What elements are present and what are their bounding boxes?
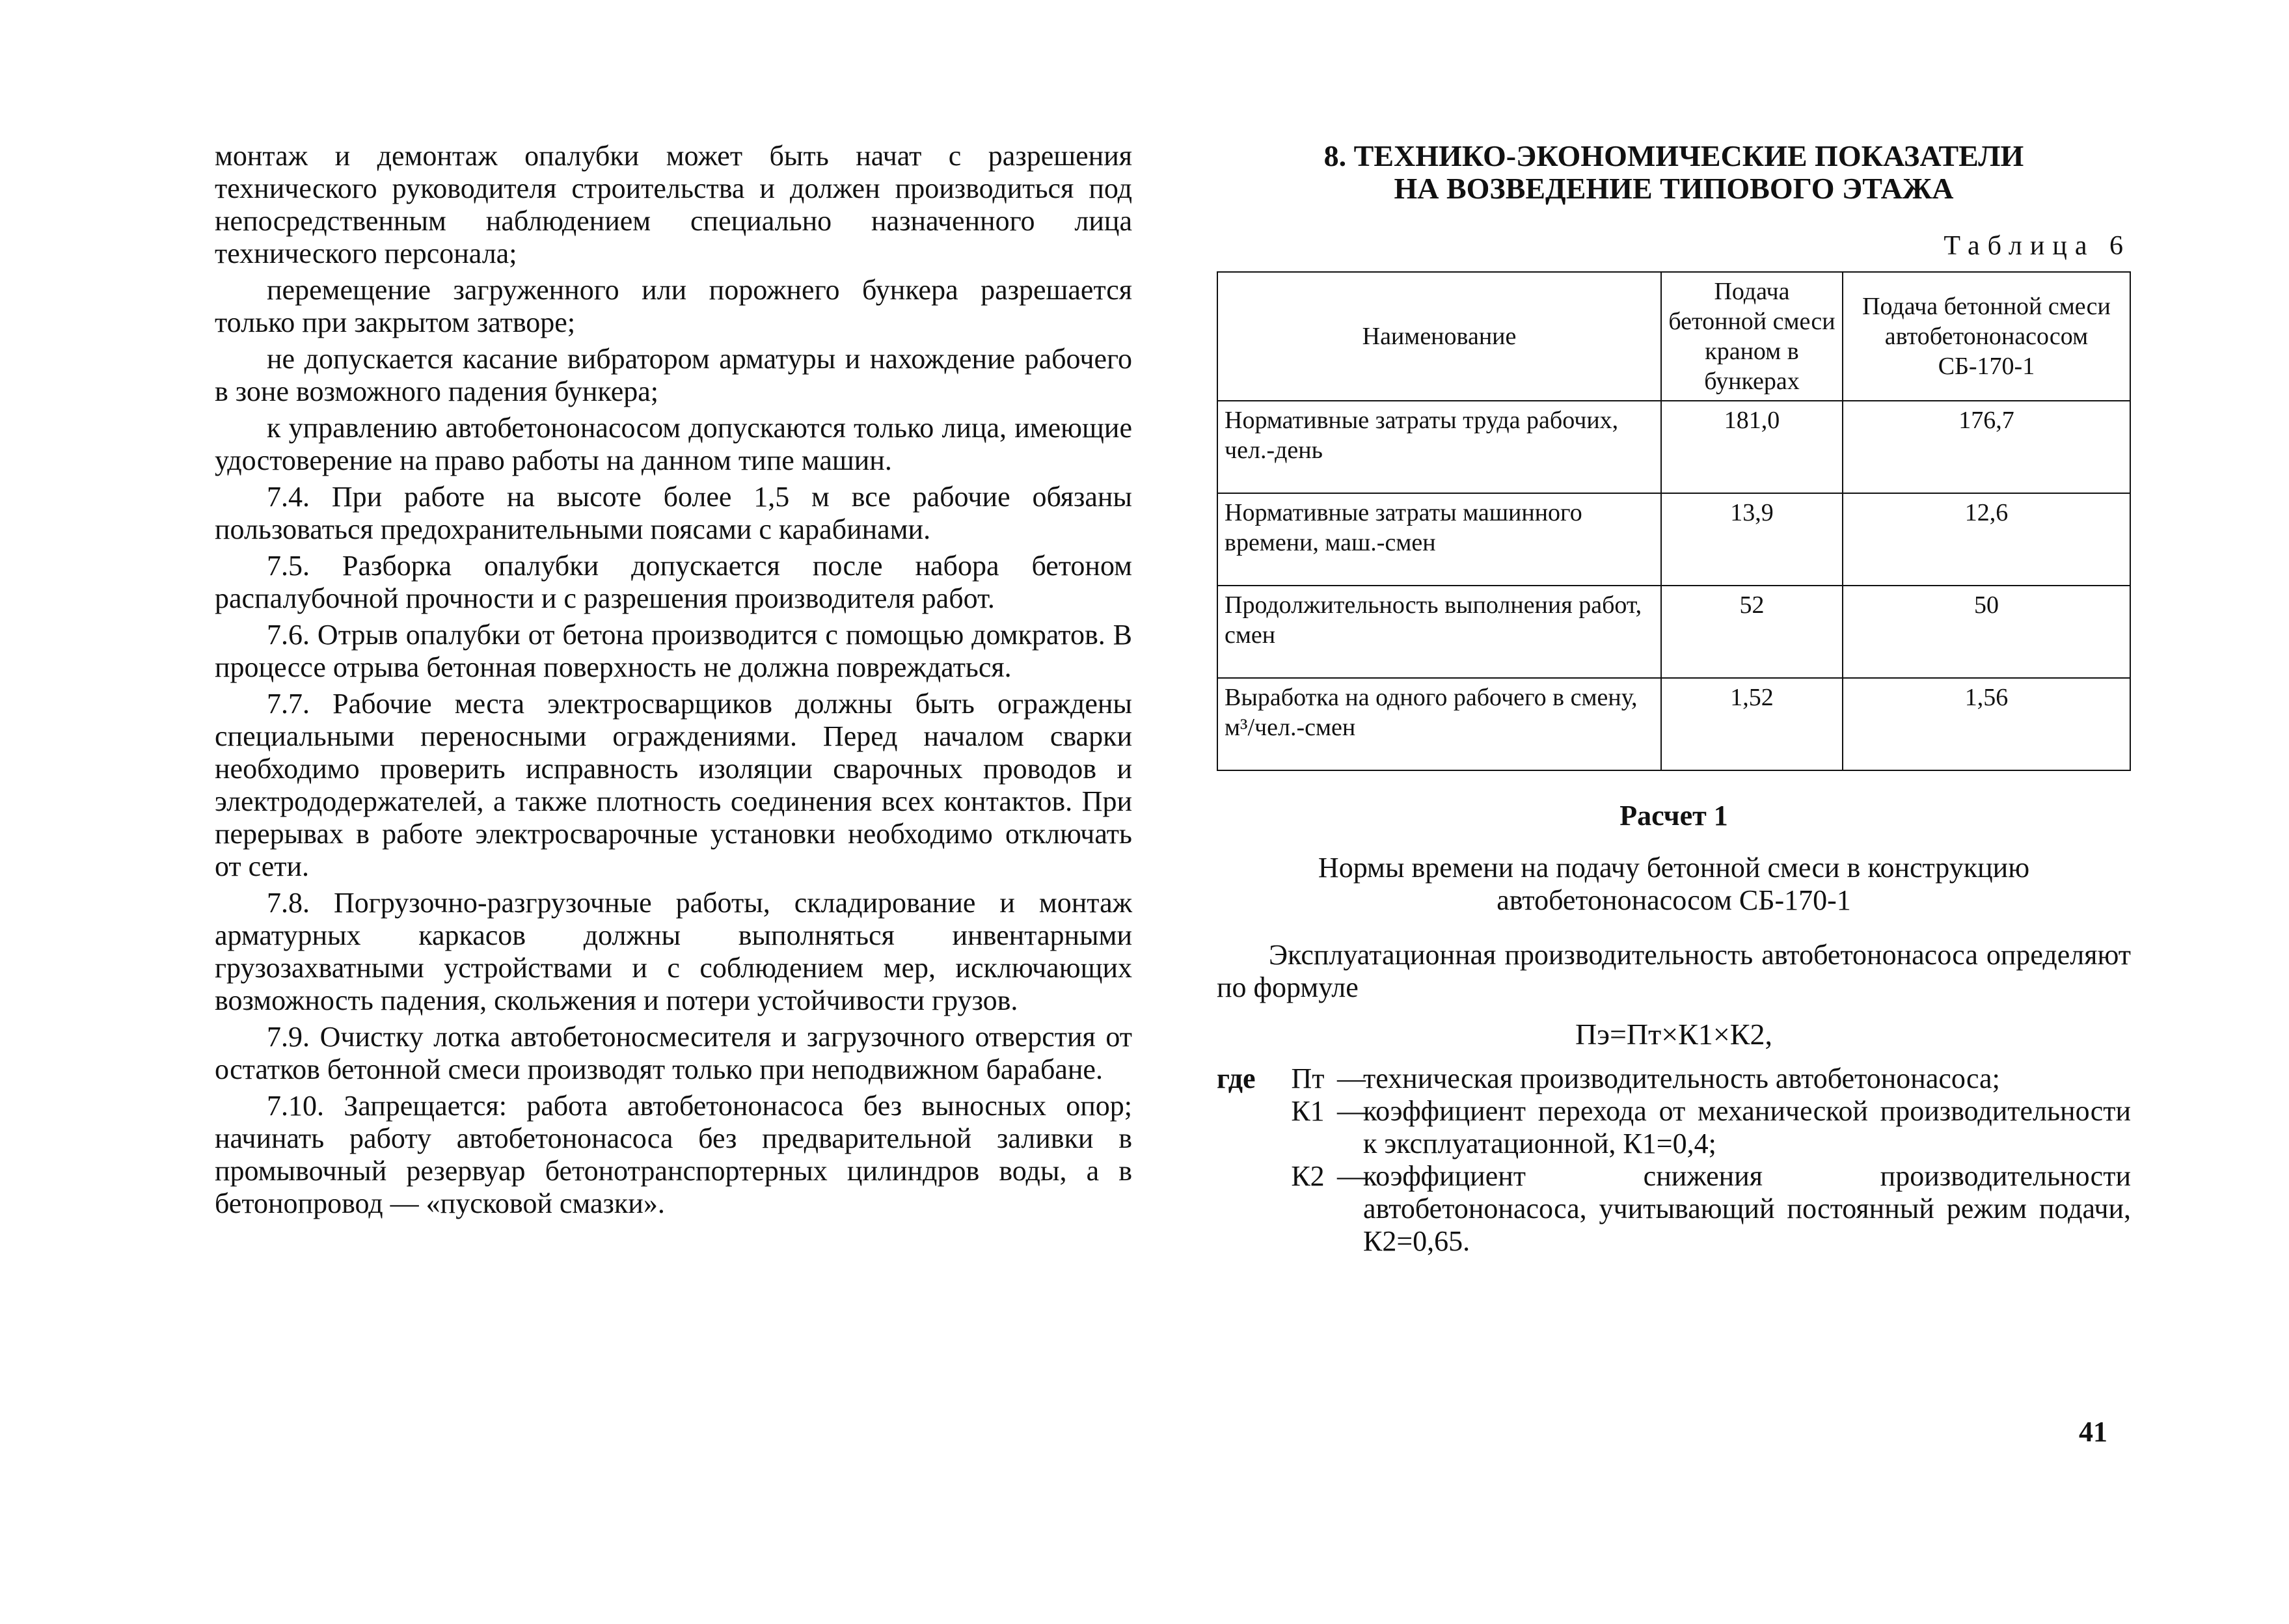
where-word: где bbox=[1217, 1062, 1256, 1094]
definition-symbol: К2 bbox=[1291, 1160, 1325, 1192]
table-cell: Нормативные затраты машинного времени, маш.-смен bbox=[1217, 493, 1661, 586]
paragraph: 7.8. Погрузочно-разгрузочные работы, складирование и монтаж арматурных каркасов должны выполняться инвентарными грузозахватными устройствами и с соблюдением мер, исключающих возможность падения, скольжения и потери устойчивости грузов. bbox=[215, 887, 1132, 1016]
table-cell: 176,7 bbox=[1843, 401, 2130, 493]
paragraph: не допускается касание вибратором арматуры и нахождение рабочего в зоне возможного падения бункера; bbox=[215, 343, 1132, 407]
dash: — bbox=[1337, 1160, 1366, 1192]
calculation-subtitle bbox=[1217, 852, 2131, 917]
table-cell: Продолжительность выполнения работ, смен bbox=[1217, 586, 1661, 678]
table-cell: 181,0 bbox=[1661, 401, 1843, 493]
calculation-subtitle-line: автобетононасосом СБ-170-1 bbox=[1497, 884, 1851, 916]
section-title-line: 8. ТЕХНИКО-ЭКОНОМИЧЕСКИЕ ПОКАЗАТЕЛИ bbox=[1323, 139, 2024, 172]
paragraph: 7.9. Очистку лотка автобетоносмесителя и загрузочного отверстия от остатков бетонной смеси производят только при неподвижном барабане. bbox=[215, 1021, 1132, 1085]
table-header-row bbox=[1217, 272, 2130, 401]
paragraph: 7.6. Отрыв опалубки от бетона производится с помощью домкратов. В процессе отрыва бетонная поверхность не должна повреждаться. bbox=[215, 619, 1132, 683]
table-row bbox=[1217, 401, 2130, 493]
section-title-line: НА ВОЗВЕДЕНИЕ ТИПОВОГО ЭТАЖА bbox=[1394, 172, 1954, 205]
definition-text: коэффициент снижения производительности автобетононасоса, учитывающий постоянный режим подачи, К2=0,65. bbox=[1363, 1160, 2131, 1257]
dash: — bbox=[1337, 1062, 1366, 1094]
definition-symbol: К1 bbox=[1291, 1095, 1325, 1127]
paragraph: 7.10. Запрещается: работа автобетононасоса без выносных опор; начинать работу автобетононасоса без предварительной заливки в промывочный резервуар бетонотранспортерных цилиндров воды, а в бетонопровод — «пусковой смазки». bbox=[215, 1090, 1132, 1219]
paragraph: перемещение загруженного или порожнего бункера разрешается только при закрытом затворе; bbox=[215, 274, 1132, 338]
dash: — bbox=[1337, 1095, 1366, 1127]
table-cell: 12,6 bbox=[1843, 493, 2130, 586]
table-cell: 1,52 bbox=[1661, 678, 1843, 770]
table-row bbox=[1217, 678, 2130, 770]
calculation-subtitle-line: Нормы времени на подачу бетонной смеси в конструкцию bbox=[1318, 852, 2030, 884]
left-column bbox=[215, 140, 1132, 1224]
table-cell: 1,56 bbox=[1843, 678, 2130, 770]
formula: Пэ=Пт×К1×К2, bbox=[1575, 1018, 1772, 1051]
paragraph: к управлению автобетононасосом допускаются только лица, имеющие удостоверение на право работы на данном типе машин. bbox=[215, 412, 1132, 476]
table-row bbox=[1217, 493, 2130, 586]
formula-intro: Эксплуатационная производительность автобетононасоса определяют по формуле bbox=[1217, 939, 2131, 1003]
paragraph: 7.5. Разборка опалубки допускается после набора бетоном распалубочной прочности и с разрешения производителя работ. bbox=[215, 550, 1132, 614]
table-header: Подача бетонной смеси краном в бункерах bbox=[1661, 272, 1843, 401]
table-header: Подача бетонной смеси автобетононасосом СБ-170-1 bbox=[1843, 272, 2130, 401]
table-cell: 13,9 bbox=[1661, 493, 1843, 586]
table-cell: Нормативные затраты труда рабочих, чел.-день bbox=[1217, 401, 1661, 493]
table-caption: Таблица 6 bbox=[1944, 231, 2131, 261]
paragraph: 7.7. Рабочие места электросварщиков должны быть ограждены специальными переносными ограждениями. Перед началом сварки необходимо проверить исправность изоляции сварочных проводов и электрододержателей, а также плотность соединения всех контактов. При перерывах в работе электросварочные установки необходимо отключать от сети. bbox=[215, 688, 1132, 882]
definitions-list bbox=[1217, 1062, 2131, 1258]
definition-text: техническая производительность автобетононасоса; bbox=[1363, 1062, 2000, 1094]
table-header: Наименование bbox=[1217, 272, 1661, 401]
definition-text: коэффициент перехода от механической производительности к эксплуатационной, К1=0,4; bbox=[1363, 1095, 2131, 1159]
right-column bbox=[1217, 140, 2131, 1258]
paragraph: 7.4. При работе на высоте более 1,5 м все рабочие обязаны пользоваться предохранительными поясами с карабинами. bbox=[215, 481, 1132, 545]
page-number: 41 bbox=[2079, 1416, 2107, 1448]
definition-symbol: Пт bbox=[1291, 1062, 1325, 1094]
indicators-table bbox=[1217, 271, 2131, 771]
table-cell: 52 bbox=[1661, 586, 1843, 678]
paragraph: монтаж и демонтаж опалубки может быть начат с разрешения технического руководителя строительства и должен производиться под непосредственным наблюдением специально назначенного лица технического персонала; bbox=[215, 140, 1132, 269]
section-title bbox=[1217, 140, 2131, 205]
table-cell: Выработка на одного рабочего в смену, м³/чел.-смен bbox=[1217, 678, 1661, 770]
table-cell: 50 bbox=[1843, 586, 2130, 678]
table-row bbox=[1217, 586, 2130, 678]
calculation-title: Расчет 1 bbox=[1619, 800, 1728, 832]
